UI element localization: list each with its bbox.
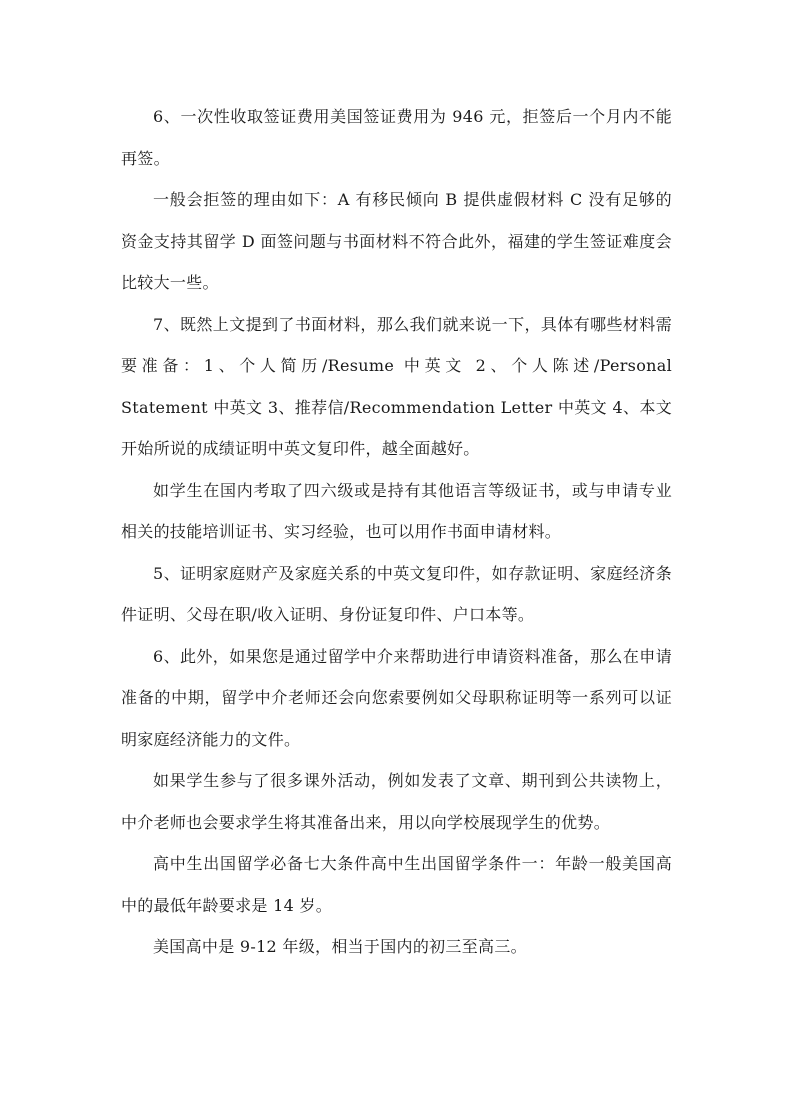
paragraph-visa-fee: 6、一次性收取签证费用美国签证费用为 946 元，拒签后一个月内不能再签。 xyxy=(121,107,672,168)
document-body xyxy=(121,96,672,968)
paragraph-age-requirement: 高中生出国留学必备七大条件高中生出国留学条件一：年龄一般美国高中的最低年龄要求是 14 岁。 xyxy=(121,854,672,915)
paragraph-family-documents: 5、证明家庭财产及家庭关系的中英文复印件，如存款证明、家庭经济条件证明、父母在职/收入证明、身份证复印件、户口本等。 xyxy=(121,563,672,624)
paragraph-agency-documents: 6、此外，如果您是通过留学中介来帮助进行申请资料准备，那么在申请准备的中期，留学中介老师还会向您索要例如父母职称证明等一系列可以证明家庭经济能力的文件。 xyxy=(121,646,672,749)
paragraph-language-certificates: 如学生在国内考取了四六级或是持有其他语言等级证书，或与申请专业相关的技能培训证书、实习经验，也可以用作书面申请材料。 xyxy=(121,480,672,541)
paragraph-grade-levels: 美国高中是 9-12 年级，相当于国内的初三至高三。 xyxy=(153,937,527,956)
paragraph-refusal-reasons: 一般会拒签的理由如下：A 有移民倾向 B 提供虚假材料 C 没有足够的资金支持其留学 D 面签问题与书面材料不符合此外，福建的学生签证难度会比较大一些。 xyxy=(121,190,672,292)
paragraph-written-materials: 7、既然上文提到了书面材料，那么我们就来说一下，具体有哪些材料需要准备：1、个人简历/Resume 中英文 2、个人陈述/Personal Statement 中英文 3、推荐信/Recommendation Letter 中英文 4、本文开始所说的成绩证明中英文复印件，越全面越好。 xyxy=(121,314,672,458)
paragraph-extracurricular: 如果学生参与了很多课外活动，例如发表了文章、期刊到公共读物上，中介老师也会要求学生将其准备出来，用以向学校展现学生的优势。 xyxy=(121,771,672,832)
